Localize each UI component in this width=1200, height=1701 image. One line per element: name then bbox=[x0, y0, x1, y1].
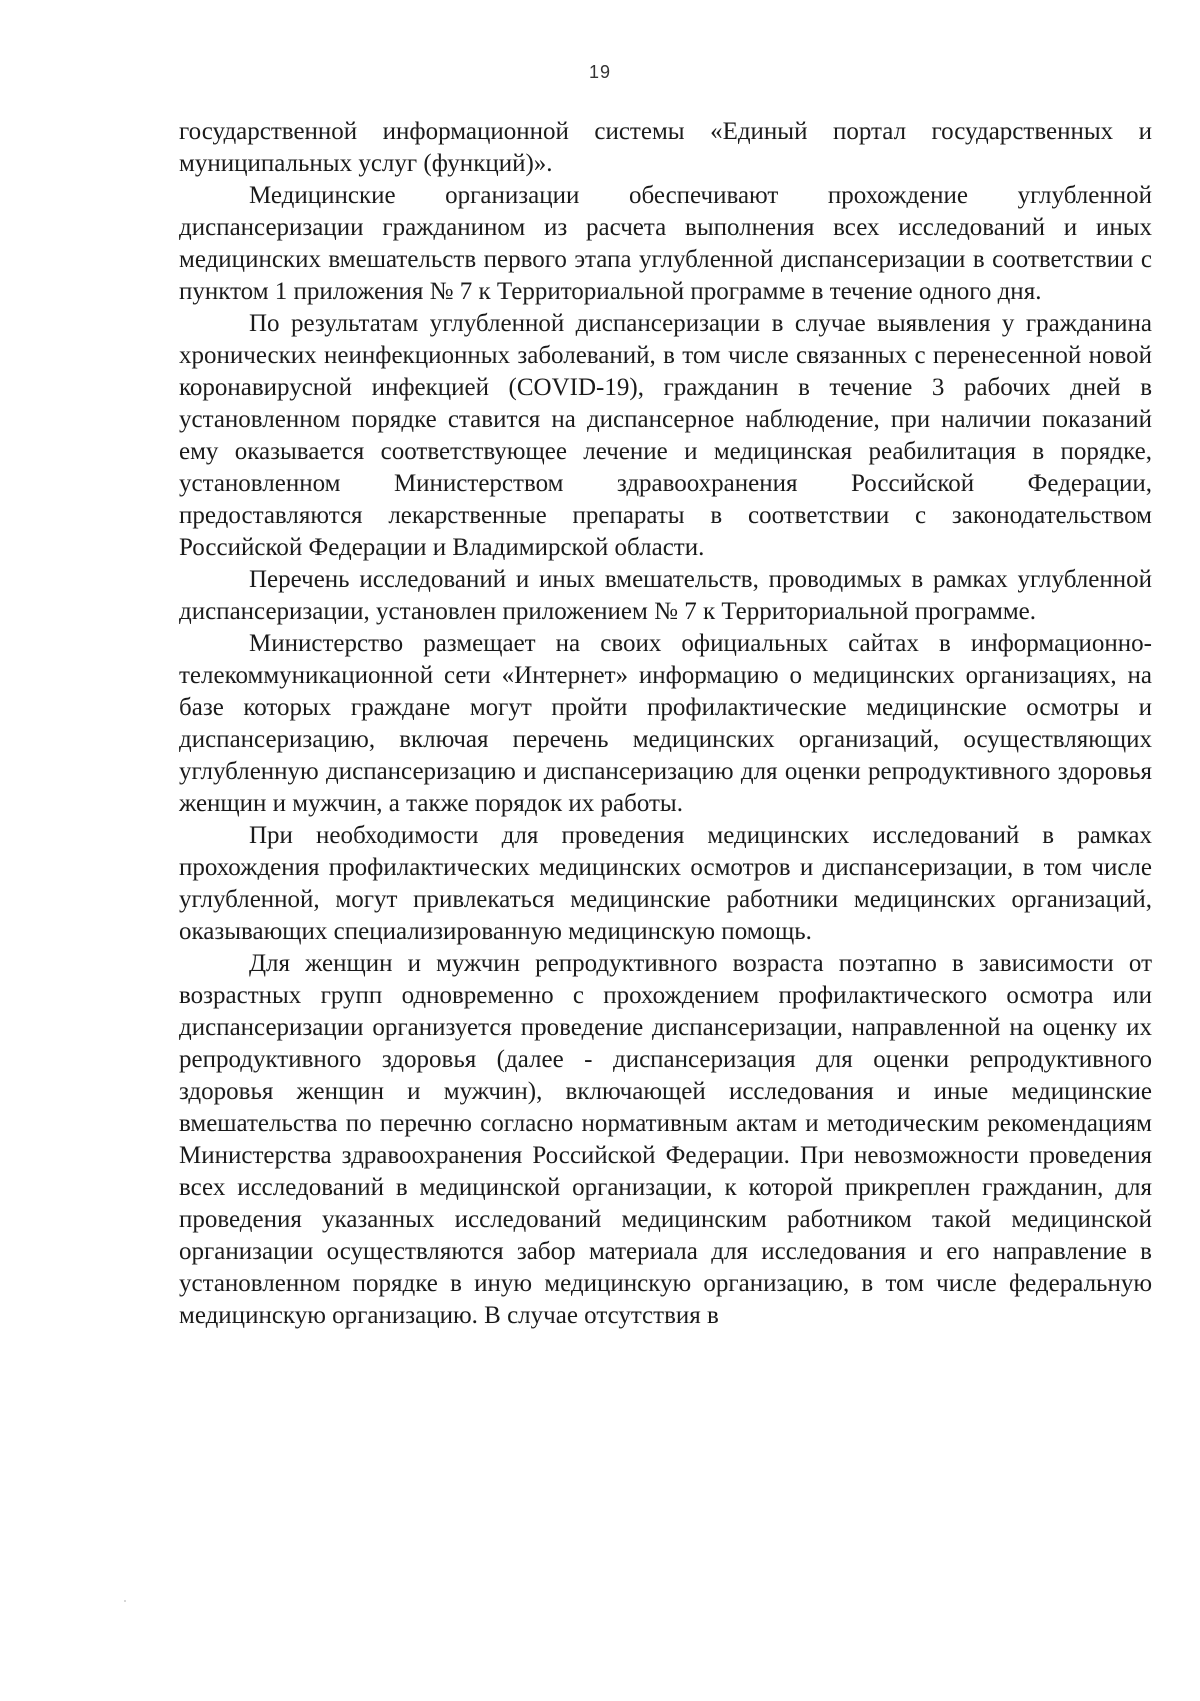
paragraph-ministry-publishes-info: Министерство размещает на своих официальных сайтах в информационно-телекоммуникационной сети «Интернет» информацию о медицинских организациях, на базе которых граждане могут пройти профилактические медицинские осмотры и диспансеризацию, включая перечень медицинских организаций, осуществляющих углубленную диспансеризацию и диспансеризацию для оценки репродуктивного здоровья женщин и мужчин, а также порядок их работы. bbox=[179, 630, 1152, 817]
page-number: 19 bbox=[588, 62, 612, 82]
paragraph-list-of-studies: Перечень исследований и иных вмешательств, проводимых в рамках углубленной диспансеризации, установлен приложением № 7 к Территориальной программе. bbox=[179, 566, 1152, 625]
paragraph-results-observation: По результатам углубленной диспансеризации в случае выявления у гражданина хронических неинфекционных заболеваний, в том числе связанных с перенесенной новой коронавирусной инфекцией (COVID-19), гражданин в течение 3 рабочих дней в установленном порядке ставится на диспансерное наблюдение, при наличии показаний ему оказывается соответствующее лечение и медицинская реабилитация в порядке, установленном Министерством здравоохранения Российской Федерации, предоставляются лекарственные препараты в соответствии с законодательством Российской Федерации и Владимирской области. bbox=[179, 310, 1152, 561]
scan-artifact-dot bbox=[124, 1600, 126, 1602]
paragraph-continuation: государственной информационной системы «Единый портал государственных и муниципальных услуг (функций)». bbox=[179, 118, 1152, 177]
paragraph-reproductive-health: Для женщин и мужчин репродуктивного возраста поэтапно в зависимости от возрастных групп одновременно с прохождением профилактического осмотра или диспансеризации организуется проведение диспансеризации, направленной на оценку их репродуктивного здоровья (далее - диспансеризация для оценки репродуктивного здоровья женщин и мужчин), включающей исследования и иные медицинские вмешательства по перечню согласно нормативным актам и методическим рекомендациям Министерства здравоохранения Российской Федерации. При невозможности проведения всех исследований в медицинской организации, к которой прикреплен гражданин, для проведения указанных исследований медицинским работником такой медицинской организации осуществляются забор материала для исследования и его направление в установленном порядке в иную медицинскую организацию, в том числе федеральную медицинскую организацию. В случае отсутствия в bbox=[179, 950, 1152, 1329]
paragraph-deep-dispensary-one-day: Медицинские организации обеспечивают прохождение углубленной диспансеризации гражданином из расчета выполнения всех исследований и иных медицинских вмешательств первого этапа углубленной диспансеризации в соответствии с пунктом 1 приложения № 7 к Территориальной программе в течение одного дня. bbox=[179, 182, 1152, 305]
paragraph-involve-specialists: При необходимости для проведения медицинских исследований в рамках прохождения профилактических медицинских осмотров и диспансеризации, в том числе углубленной, могут привлекаться медицинские работники медицинских организаций, оказывающих специализированную медицинскую помощь. bbox=[179, 822, 1152, 945]
document-body bbox=[179, 116, 1152, 1332]
